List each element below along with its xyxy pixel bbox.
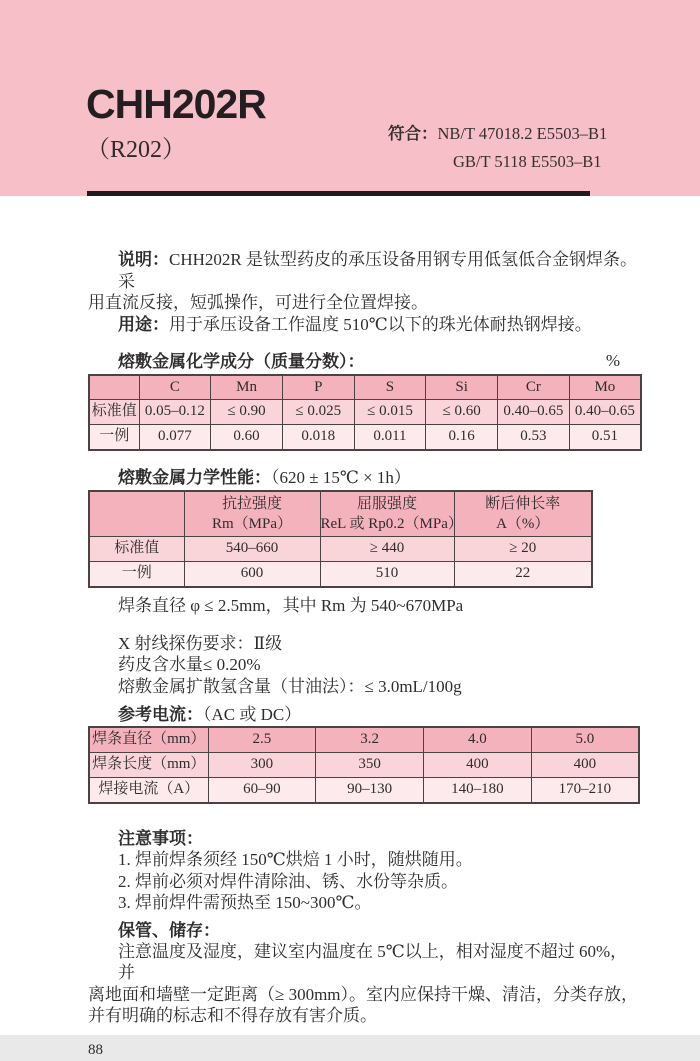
- xray-requirement: X 射线探伤要求：Ⅱ级: [88, 633, 642, 655]
- header-cell-c: C: [139, 375, 211, 400]
- chemical-unit: %: [606, 350, 620, 372]
- table-cell: 510: [320, 562, 454, 588]
- table-cell: 0.40–0.65: [569, 400, 641, 425]
- table-cell: 540–660: [184, 537, 320, 562]
- header-cell-mn: Mn: [211, 375, 283, 400]
- table-row: [89, 753, 639, 778]
- table-row: [89, 562, 592, 588]
- current-title-text: 参考电流：: [118, 705, 203, 724]
- row-label-cell: 标准值: [89, 400, 139, 425]
- row-label-cell: 焊条长度（mm）: [89, 753, 208, 778]
- note-item-1: 1. 焊前焊条须经 150℃烘焙 1 小时，随烘随用。: [88, 849, 642, 871]
- notes-section-title: 注意事项：: [88, 828, 642, 849]
- header-band: [0, 0, 700, 196]
- current-title-condition: （AC 或 DC）: [203, 705, 301, 724]
- row-label-cell: 标准值: [89, 537, 184, 562]
- description-paragraph: [88, 249, 642, 335]
- table-row: [89, 778, 639, 804]
- storage-line-2: 离地面和墙壁一定距离（≥ 300mm）。室内应保持干燥、清洁，分类存放，: [88, 984, 642, 1006]
- coating-moisture: 药皮含水量≤ 0.20%: [88, 654, 642, 676]
- note-item-2: 2. 焊前必须对焊件清除油、锈、水份等杂质。: [88, 871, 642, 893]
- table-row: [89, 537, 592, 562]
- header-cell-empty: [89, 375, 139, 400]
- table-cell: 0.16: [426, 425, 498, 451]
- storage-line-3: 并有明确的标志和不得存放有害介质。: [88, 1005, 642, 1027]
- mechanical-properties-table: [88, 490, 593, 588]
- table-cell: 0.40–0.65: [498, 400, 570, 425]
- header-cell-tensile: [184, 491, 320, 537]
- note-item-3: 3. 焊前焊件需预热至 150~300℃。: [88, 892, 642, 914]
- chemical-composition-table: [88, 374, 642, 452]
- row-label-cell: 焊接电流（A）: [89, 778, 208, 804]
- row-label-cell: 一例: [89, 425, 139, 451]
- table-cell: 350: [316, 753, 424, 778]
- table-row: [89, 425, 641, 451]
- spec-block: [88, 633, 642, 698]
- mechanical-title-text: 熔敷金属力学性能：: [118, 468, 271, 487]
- table-cell: 600: [184, 562, 320, 588]
- header-cell-s: S: [354, 375, 426, 400]
- description-label: 说明：: [118, 250, 169, 269]
- notes-list: [88, 849, 642, 914]
- table-cell: 60–90: [208, 778, 316, 804]
- table-cell: ≤ 0.60: [426, 400, 498, 425]
- storage-line-1: 注意温度及湿度，建议室内温度在 5℃以上，相对湿度不超过 60%，并: [88, 941, 642, 984]
- table-cell: 300: [208, 753, 316, 778]
- table-cell: ≤ 0.025: [282, 400, 354, 425]
- table-cell: ≤ 0.90: [211, 400, 283, 425]
- reference-current-table: [88, 726, 640, 804]
- table-row: [89, 400, 641, 425]
- mechanical-section-title: [88, 467, 642, 488]
- storage-paragraph: [88, 941, 642, 1027]
- chemical-section-title: 熔敷金属化学成分（质量分数）：: [88, 351, 365, 372]
- table-header-row: [89, 491, 592, 537]
- conformance-standard-2: GB/T 5118 E5503–B1: [388, 148, 607, 175]
- header-cell-empty: [89, 491, 184, 537]
- usage-line: [88, 314, 642, 336]
- table-cell: 5.0: [531, 727, 639, 753]
- header-cell-yield: [320, 491, 454, 537]
- table-cell: ≥ 440: [320, 537, 454, 562]
- row-label-cell: 焊条直径（mm）: [89, 727, 208, 753]
- yield-symbol: ReL 或 Rp0.2（MPa）: [321, 514, 454, 534]
- tensile-label: 抗拉强度: [185, 494, 320, 514]
- table-cell: 0.60: [211, 425, 283, 451]
- conformance-standard-1: NB/T 47018.2 E5503–B1: [438, 124, 608, 143]
- page-content: [0, 196, 700, 1061]
- header-cell-elongation: [454, 491, 592, 537]
- table-header-row: [89, 375, 641, 400]
- elongation-label: 断后伸长率: [455, 494, 592, 514]
- description-line-1: [88, 249, 642, 292]
- header-cell-p: P: [282, 375, 354, 400]
- mechanical-title-condition: （620 ± 15℃ × 1h）: [271, 468, 411, 487]
- table-cell: 0.077: [139, 425, 211, 451]
- table-cell: 0.011: [354, 425, 426, 451]
- table-cell: 0.51: [569, 425, 641, 451]
- table-cell: 170–210: [531, 778, 639, 804]
- header-cell-si: Si: [426, 375, 498, 400]
- diameter-note: 焊条直径 φ ≤ 2.5mm，其中 Rm 为 540~670MPa: [88, 595, 642, 617]
- table-cell: 0.018: [282, 425, 354, 451]
- storage-section-title: 保管、储存：: [88, 920, 642, 941]
- tensile-symbol: Rm（MPa）: [185, 514, 320, 534]
- yield-label: 屈服强度: [321, 494, 454, 514]
- table-cell: 0.53: [498, 425, 570, 451]
- table-cell: 4.0: [424, 727, 532, 753]
- chemical-section-header: [88, 350, 642, 372]
- table-cell: ≤ 0.015: [354, 400, 426, 425]
- description-line-2: 用直流反接，短弧操作，可进行全位置焊接。: [88, 292, 642, 314]
- row-label-cell: 一例: [89, 562, 184, 588]
- conformance-line-1: [388, 120, 607, 148]
- header-cell-mo: Mo: [569, 375, 641, 400]
- table-row: [89, 727, 639, 753]
- page-number: 88: [88, 1040, 642, 1061]
- product-model-title: CHH202R: [86, 84, 266, 125]
- conformance-block: [388, 120, 607, 175]
- conformance-label: 符合：: [388, 125, 438, 143]
- table-cell: ≥ 20: [454, 537, 592, 562]
- table-cell: 22: [454, 562, 592, 588]
- table-cell: 3.2: [316, 727, 424, 753]
- diffusible-hydrogen: 熔敷金属扩散氢含量（甘油法）：≤ 3.0mL/100g: [88, 676, 642, 698]
- table-cell: 90–130: [316, 778, 424, 804]
- elongation-symbol: A（%）: [455, 514, 592, 534]
- product-alias: （R202）: [86, 138, 186, 162]
- header-cell-cr: Cr: [498, 375, 570, 400]
- usage-text: 用于承压设备工作温度 510℃以下的珠光体耐热钢焊接。: [169, 315, 592, 334]
- table-cell: 140–180: [424, 778, 532, 804]
- usage-label: 用途：: [118, 315, 169, 334]
- table-cell: 400: [424, 753, 532, 778]
- table-cell: 400: [531, 753, 639, 778]
- table-cell: 2.5: [208, 727, 316, 753]
- current-section-title: [88, 704, 642, 725]
- table-cell: 0.05–0.12: [139, 400, 211, 425]
- description-text-1: CHH202R 是钛型药皮的承压设备用钢专用低氢低合金钢焊条。采: [118, 250, 637, 291]
